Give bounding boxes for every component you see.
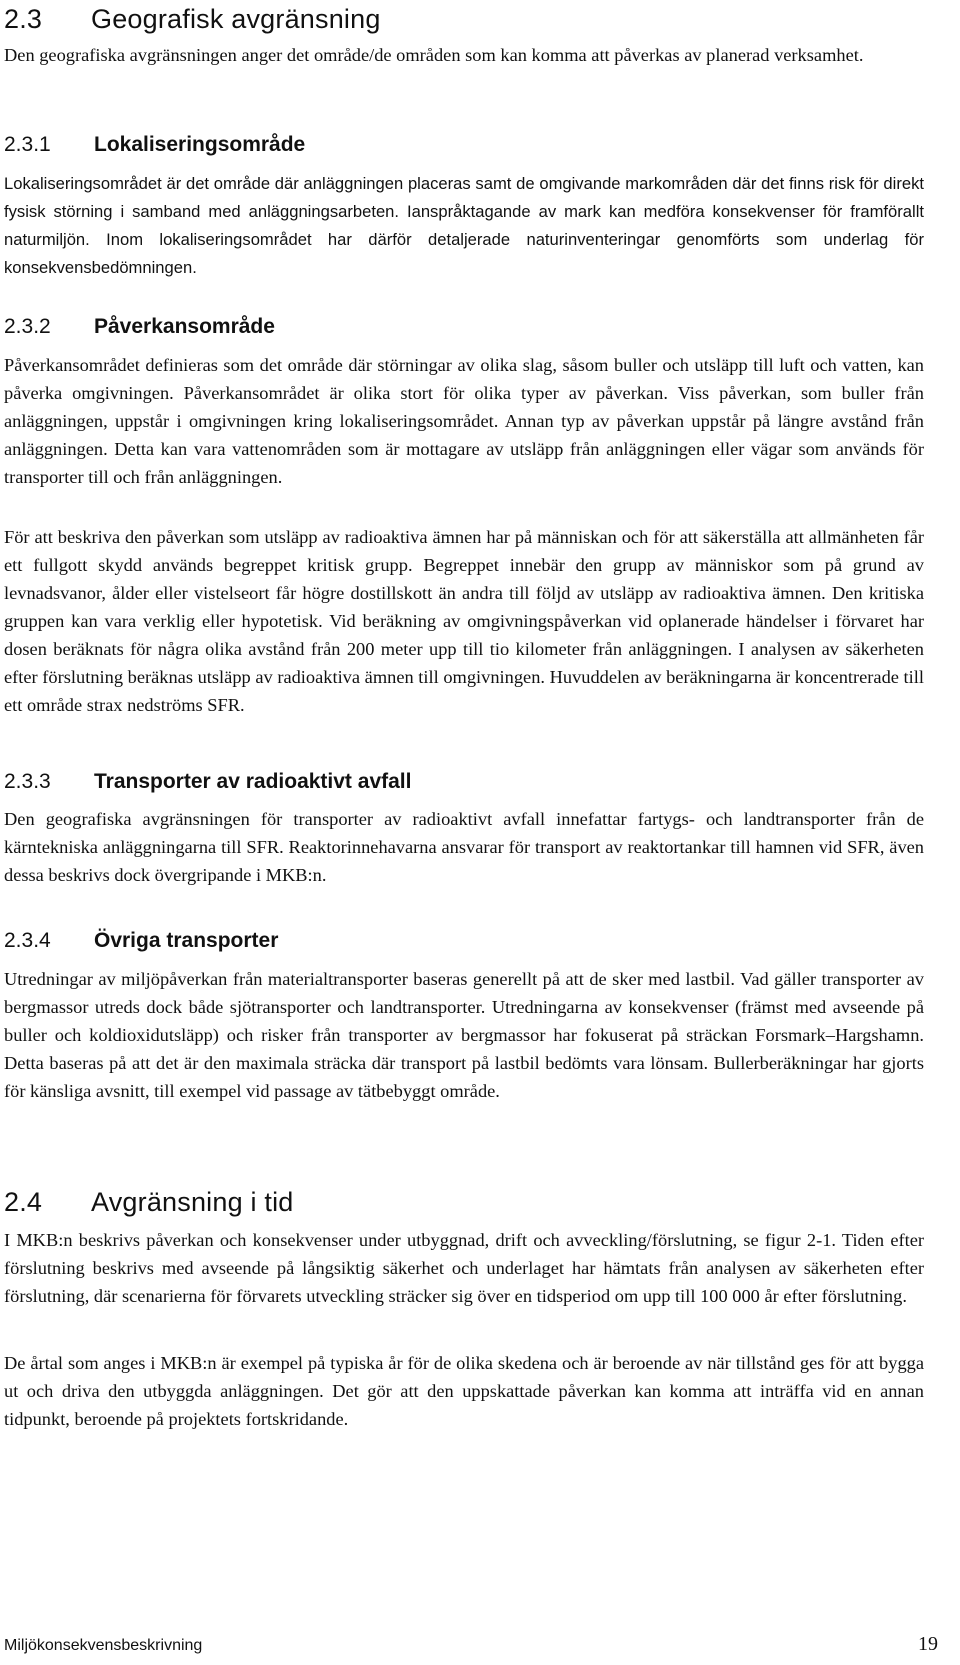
section-heading-2-3-1 bbox=[4, 133, 305, 157]
section-heading-2-3-4 bbox=[4, 929, 278, 953]
section-heading-2-3 bbox=[4, 4, 381, 35]
paragraph-paverkansomrade-2: För att beskriva den påverkan som utsläpp av radioaktiva ämnen har på människan och för att säkerställa att allmänheten får ett fullgott skydd används begreppet kritisk grupp. Begreppet innebär den grupp av människor som på grund av levnadsvanor, ålder eller vistelseort får högre dostillskott än andra till följd av utsläpp av radioaktiva ämnen. Den kritiska gruppen kan vara verklig eller hypotetisk. Vid beräkning av omgivningspåverkan vid oplanerade händelser i förvaret har dosen beräknats för några olika avstånd från 200 meter upp till tio kilometer från anläggningen. I analysen av säkerheten efter förslutning beräknas utsläpp av radioaktiva ämnen till omgivningen. Huvuddelen av beräkningarna är koncentrerade till ett område strax nedströms SFR. bbox=[4, 527, 924, 715]
paragraph-avgransning-i-tid-2: De årtal som anges i MKB:n är exempel på typiska år för de olika skedena och är beroende av när tillstånd ges för att bygga ut och driva den utbyggda anläggningen. Det gör att den uppskattade påverkan kan komma att inträffa vid en annan tidpunkt, beroende på projektets fortskridande. bbox=[4, 1353, 924, 1429]
section-number: 2.3.1 bbox=[4, 133, 51, 156]
section-heading-2-3-2 bbox=[4, 315, 275, 339]
paragraph-transporter-radioaktivt-avfall: Den geografiska avgränsningen för transporter av radioaktivt avfall innefattar fartygs- och landtransporter från de kärntekniska anläggningarna till SFR. Reaktorinnehavarna ansvarar för transport av reaktortankar till hamnen vid SFR, även dessa beskrivs dock övergripande i MKB:n. bbox=[4, 809, 924, 885]
paragraph-paverkansomrade-1: Påverkansområdet definieras som det område där störningar av olika slag, såsom buller och utsläpp till luft och vatten, kan påverka omgivningen. Påverkansområdet är olika stort för olika typer av påverkan. Viss påverkan, som buller från anläggningen, uppstår i omgivningen kring lokaliseringsområdet. Annan typ av påverkan uppstår på längre avstånd från anläggningen. Detta kan vara vattenområden som är mottagare av utsläpp från anläggningen eller vägar som används för transporter till och från anläggningen. bbox=[4, 355, 924, 487]
section-number: 2.3.4 bbox=[4, 929, 51, 952]
section-number: 2.3 bbox=[4, 4, 43, 34]
section-title: Övriga transporter bbox=[94, 929, 279, 952]
paragraph-ovriga-transporter: Utredningar av miljöpåverkan från materialtransporter baseras generellt på att de sker med lastbil. Vad gäller transporter av bergmassor utreds dock både sjötransporter och landtransporter. Utredningarna av konsekvenser (främst med avseende på buller och koldioxidutsläpp) och risker från transporter av bergmassor har fokuserat på sträckan Forsmark–Hargshamn. Detta baseras på att det är den maximala sträcka där transport på lastbil bedömts vara lönsam. Bullerberäkningar har gjorts för känsliga avsnitt, till exempel vid passage av tätbebyggt område. bbox=[4, 969, 924, 1101]
section-title: Geografisk avgränsning bbox=[91, 4, 381, 34]
section-title: Lokaliseringsområde bbox=[94, 133, 306, 156]
footer-document-title: Miljökonsekvensbeskrivning bbox=[4, 1637, 203, 1654]
section-number: 2.3.2 bbox=[4, 315, 51, 338]
section-number: 2.4 bbox=[4, 1187, 43, 1217]
paragraph-lokaliseringsomrade: Lokaliseringsområdet är det område där anläggningen placeras samt de omgivande markområden där det finns risk för direkt fysisk störning i samband med anläggningsarbeten. Ianspråktagande av mark kan medföra konsekvenser för framförallt naturmiljön. Inom lokaliseringsområdet har därför detaljerade naturinventeringar genomförts som underlag för konsekvensbedömningen. bbox=[4, 174, 924, 277]
footer-page-number: 19 bbox=[918, 1633, 938, 1655]
paragraph-avgransning-i-tid-1: I MKB:n beskrivs påverkan och konsekvenser under utbyggnad, drift och avveckling/förslutning, se figur 2-1. Tiden efter förslutning beskrivs med avseende på långsiktig säkerhet och underlaget har hämtats från analysen av säkerheten efter förslutning, där scenarierna för förvarets utveckling sträcker sig över en tidsperiod om upp till 100 000 år efter förslutning. bbox=[4, 1230, 924, 1306]
section-title: Transporter av radioaktivt avfall bbox=[94, 770, 412, 793]
section-title: Avgränsning i tid bbox=[91, 1187, 294, 1217]
section-title: Påverkansområde bbox=[94, 315, 275, 338]
section-number: 2.3.3 bbox=[4, 770, 51, 793]
section-heading-2-3-3 bbox=[4, 770, 411, 794]
section-heading-2-4 bbox=[4, 1187, 294, 1218]
paragraph-geografisk-avgransning: Den geografiska avgränsningen anger det område/de områden som kan komma att påverkas av planerad verksamhet. bbox=[4, 45, 864, 65]
footer-divider bbox=[0, 1628, 960, 1629]
